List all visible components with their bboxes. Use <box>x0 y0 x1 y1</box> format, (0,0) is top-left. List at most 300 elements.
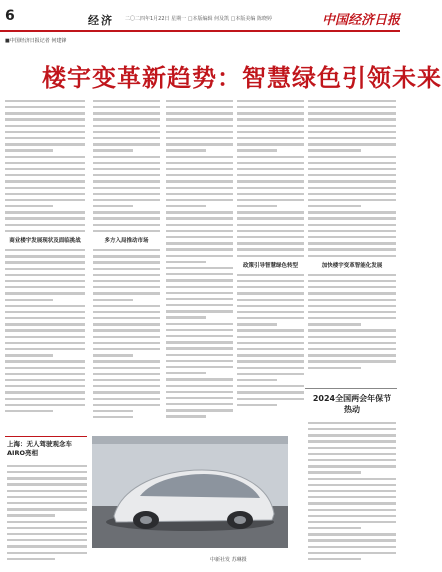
body-text-line <box>93 268 160 270</box>
body-text-line <box>5 280 85 282</box>
body-text-line <box>237 118 304 120</box>
body-text-line <box>93 286 160 288</box>
body-text-line <box>93 299 133 301</box>
body-text-line <box>166 261 206 263</box>
text-column-3 <box>166 96 233 426</box>
body-text-line <box>93 217 160 219</box>
body-text-line <box>237 398 304 400</box>
body-text-line <box>237 280 304 282</box>
body-text-line <box>5 317 85 319</box>
body-text-line <box>5 410 53 412</box>
body-text-line <box>166 298 233 300</box>
body-text-line <box>93 398 160 400</box>
body-text-line <box>308 496 396 498</box>
body-text-line <box>308 354 396 356</box>
body-text-line <box>166 397 233 399</box>
body-text-line <box>93 336 160 338</box>
body-text-line <box>93 311 160 313</box>
text-column-2 <box>93 96 160 426</box>
body-text-line <box>308 205 361 207</box>
body-text-line <box>5 143 85 145</box>
body-text-line <box>93 280 160 282</box>
body-text-line <box>237 373 304 375</box>
body-text-line <box>237 404 277 406</box>
body-text-line <box>166 316 206 318</box>
body-text-line <box>308 317 396 319</box>
article-headline: 楼宇变革新趋势：智慧绿色引领未来 <box>42 64 442 92</box>
concept-car-illustration <box>92 436 288 548</box>
body-text-line <box>166 131 233 133</box>
body-text-line <box>308 323 361 325</box>
body-text-line <box>308 131 396 133</box>
body-text-line <box>308 168 396 170</box>
body-text-line <box>5 385 85 387</box>
page-number: 6 <box>5 8 15 24</box>
body-text-line <box>308 286 396 288</box>
body-text-line <box>93 230 160 232</box>
body-text-line <box>308 459 396 461</box>
body-text-line <box>5 187 85 189</box>
body-text-line <box>5 180 85 182</box>
body-text-line <box>237 137 304 139</box>
body-text-line <box>237 100 304 102</box>
body-text-line <box>308 230 396 232</box>
body-text-line <box>166 180 233 182</box>
body-text-line <box>166 205 206 207</box>
body-text-line <box>308 211 396 213</box>
body-text-line <box>7 558 55 560</box>
body-text-line <box>308 558 361 560</box>
body-text-line <box>237 168 304 170</box>
body-text-line <box>5 354 53 356</box>
body-text-line <box>5 174 85 176</box>
body-text-line <box>5 131 85 133</box>
body-text-line <box>93 100 160 102</box>
body-text-line <box>166 236 233 238</box>
body-text-line <box>237 329 304 331</box>
body-text-line <box>5 268 85 270</box>
body-text-line <box>7 552 87 554</box>
body-text-line <box>93 249 160 251</box>
body-text-line <box>237 162 304 164</box>
text-column-1 <box>5 96 85 426</box>
body-text-line <box>93 292 160 294</box>
body-text-line <box>93 156 160 158</box>
body-text-line <box>166 211 233 213</box>
body-text-line <box>237 274 304 276</box>
body-text-line <box>308 367 361 369</box>
body-text-line <box>308 236 396 238</box>
body-text-line <box>308 465 396 467</box>
body-text-line <box>5 261 85 263</box>
body-text-line <box>93 385 160 387</box>
body-text-line <box>308 342 396 344</box>
body-text-line <box>308 242 396 244</box>
body-text-line <box>237 112 304 114</box>
body-text-line <box>237 336 304 338</box>
body-text-line <box>237 311 304 313</box>
body-text-line <box>5 106 85 108</box>
body-text-line <box>93 193 160 195</box>
body-text-line <box>93 118 160 120</box>
body-text-line <box>308 546 396 548</box>
body-text-line <box>308 106 396 108</box>
body-text-line <box>237 217 304 219</box>
body-text-line <box>308 299 396 301</box>
body-text-line <box>237 248 304 250</box>
body-text-line <box>5 292 85 294</box>
body-text-line <box>5 305 85 307</box>
photo-credit: 中新社发 苏琳摄 <box>210 557 247 563</box>
body-text-line <box>308 539 396 541</box>
body-text-line <box>308 112 396 114</box>
body-text-line <box>308 527 361 529</box>
body-text-line <box>308 174 396 176</box>
body-text-line <box>5 193 85 195</box>
body-text-line <box>93 305 160 307</box>
body-text-line <box>5 367 85 369</box>
body-text-line <box>237 187 304 189</box>
body-text-line <box>7 490 87 492</box>
body-text-line <box>166 304 233 306</box>
body-text-line <box>308 137 396 139</box>
body-text-line <box>308 509 396 511</box>
body-text-line <box>166 168 233 170</box>
body-text-line <box>166 187 233 189</box>
body-text-line <box>93 149 133 151</box>
body-text-line <box>93 342 160 344</box>
body-text-line <box>308 156 396 158</box>
body-text-line <box>5 217 85 219</box>
body-text-line <box>308 100 396 102</box>
subhead-2: 多方入局推动市场 <box>104 238 149 245</box>
body-text-line <box>5 125 85 127</box>
body-text-line <box>5 249 85 251</box>
body-text-line <box>5 391 85 393</box>
body-text-line <box>237 255 304 257</box>
body-text-line <box>166 273 233 275</box>
body-text-line <box>93 125 160 127</box>
body-text-line <box>308 360 396 362</box>
body-text-line <box>308 428 396 430</box>
body-text-line <box>166 335 233 337</box>
body-text-line <box>166 199 233 201</box>
body-text-line <box>93 329 160 331</box>
body-text-line <box>237 149 277 151</box>
body-text-line <box>5 137 85 139</box>
body-text-line <box>5 255 85 257</box>
body-text-line <box>93 224 160 226</box>
body-text-line <box>166 341 233 343</box>
body-text-line <box>93 143 160 145</box>
body-text-line <box>166 310 233 312</box>
body-text-line <box>166 174 233 176</box>
body-text-line <box>166 224 233 226</box>
body-text-line <box>308 280 396 282</box>
body-text-line <box>5 404 85 406</box>
body-text-line <box>237 292 304 294</box>
body-text-line <box>166 267 233 269</box>
body-text-line <box>5 149 53 151</box>
body-text-line <box>166 279 233 281</box>
body-text-line <box>166 143 233 145</box>
dateline: 二〇二四年1月22日 星期一 □本版编辑 何及凯 □本版美编 陈晓婷 <box>125 16 272 22</box>
body-text-line <box>166 409 233 411</box>
body-text-line <box>93 255 160 257</box>
body-text-line <box>7 533 87 535</box>
text-column-4 <box>237 96 304 426</box>
body-text-line <box>5 323 85 325</box>
body-text-line <box>308 447 396 449</box>
body-text-line <box>7 539 87 541</box>
body-text-line <box>308 224 396 226</box>
body-text-line <box>237 193 304 195</box>
body-text-line <box>237 174 304 176</box>
body-text-line <box>5 342 85 344</box>
side-story-title: 上海：无人驾驶观念车AIRO亮相 <box>7 440 72 457</box>
body-text-line <box>7 465 87 467</box>
body-text-line <box>237 180 304 182</box>
feature-title: 2024全国两会年保节热动 <box>312 394 392 414</box>
body-text-line <box>7 508 87 510</box>
body-text-line <box>237 360 304 362</box>
subhead-1: 商业楼宇发展现状及面临挑战 <box>9 238 81 245</box>
body-text-line <box>308 149 361 151</box>
body-text-line <box>7 496 87 498</box>
body-text-line <box>93 261 160 263</box>
body-text-line <box>308 515 396 517</box>
body-text-line <box>7 471 87 473</box>
body-text-line <box>237 211 304 213</box>
body-text-line <box>166 118 233 120</box>
body-text-line <box>237 317 304 319</box>
body-text-line <box>308 336 396 338</box>
body-text-line <box>93 323 160 325</box>
body-text-line <box>7 514 55 516</box>
body-text-line <box>166 323 233 325</box>
body-text-line <box>237 242 304 244</box>
body-text-line <box>308 305 396 307</box>
body-text-line <box>237 224 304 226</box>
body-text-line <box>93 317 160 319</box>
body-text-line <box>237 236 304 238</box>
body-text-line <box>308 162 396 164</box>
body-text-line <box>308 484 396 486</box>
body-text-line <box>5 336 85 338</box>
article-byline: ■中国经济日报记者 何建锋 <box>5 38 67 44</box>
body-text-line <box>166 193 233 195</box>
body-text-line <box>5 230 85 232</box>
body-text-line <box>308 478 396 480</box>
body-text-line <box>5 211 85 213</box>
body-text-line <box>166 242 233 244</box>
body-text-line <box>166 360 233 362</box>
body-text-line <box>5 286 85 288</box>
body-text-line <box>308 329 396 331</box>
body-text-line <box>308 502 396 504</box>
body-text-line <box>237 143 304 145</box>
body-text-line <box>237 323 277 325</box>
body-text-line <box>93 404 160 406</box>
body-text-line <box>166 372 206 374</box>
body-text-line <box>5 199 85 201</box>
body-text-line <box>93 205 133 207</box>
body-text-line <box>166 255 233 257</box>
body-text-line <box>237 286 304 288</box>
body-text-line <box>93 199 160 201</box>
body-text-line <box>308 471 361 473</box>
body-text-line <box>237 354 304 356</box>
body-text-line <box>166 415 206 417</box>
body-text-line <box>5 379 85 381</box>
body-text-line <box>237 391 304 393</box>
body-text-line <box>93 367 160 369</box>
body-text-line <box>308 118 396 120</box>
body-text-line <box>166 125 233 127</box>
body-text-line <box>93 131 160 133</box>
body-text-line <box>308 422 396 424</box>
body-text-line <box>166 292 233 294</box>
body-text-line <box>166 162 233 164</box>
body-text-line <box>308 187 396 189</box>
body-text-line <box>308 434 396 436</box>
body-text-line <box>93 410 133 412</box>
body-text-line <box>237 367 304 369</box>
subhead-3: 政策引导智慧绿色转型 <box>242 262 298 269</box>
body-text-line <box>308 125 396 127</box>
body-text-line <box>308 217 396 219</box>
body-text-line <box>5 100 85 102</box>
body-text-line <box>5 224 85 226</box>
body-text-line <box>7 502 87 504</box>
body-text-line <box>7 545 87 547</box>
body-text-line <box>166 106 233 108</box>
body-text-line <box>237 199 304 201</box>
body-text-line <box>308 180 396 182</box>
body-text-line <box>5 398 85 400</box>
text-column-5 <box>308 96 396 386</box>
body-text-line <box>308 199 396 201</box>
side-story-text <box>7 461 87 565</box>
body-text-line <box>308 440 396 442</box>
feature-text <box>308 418 396 568</box>
body-text-line <box>308 193 396 195</box>
body-text-line <box>93 360 160 362</box>
body-text-line <box>308 348 396 350</box>
body-text-line <box>237 131 304 133</box>
body-text-line <box>93 187 160 189</box>
body-text-line <box>5 274 85 276</box>
body-text-line <box>7 527 87 529</box>
body-text-line <box>5 299 53 301</box>
body-text-line <box>308 143 396 145</box>
body-text-line <box>308 453 396 455</box>
body-text-line <box>5 311 85 313</box>
body-text-line <box>166 286 233 288</box>
body-text-line <box>5 156 85 158</box>
body-text-line <box>166 149 206 151</box>
body-text-line <box>5 373 85 375</box>
body-text-line <box>166 156 233 158</box>
body-text-line <box>93 391 160 393</box>
body-text-line <box>93 137 160 139</box>
body-text-line <box>7 477 87 479</box>
section-title: 经济 <box>88 14 114 27</box>
body-text-line <box>5 329 85 331</box>
body-text-line <box>166 112 233 114</box>
body-text-line <box>93 416 133 418</box>
body-text-line <box>237 156 304 158</box>
body-text-line <box>166 403 233 405</box>
body-text-line <box>308 533 396 535</box>
body-text-line <box>308 521 396 523</box>
body-text-line <box>237 205 277 207</box>
body-text-line <box>237 385 304 387</box>
body-text-line <box>308 311 396 313</box>
body-text-line <box>166 354 233 356</box>
body-text-line <box>166 378 233 380</box>
body-text-line <box>93 168 160 170</box>
body-text-line <box>166 391 233 393</box>
subhead-4: 加快楼宇变革智能化发展 <box>321 262 383 269</box>
body-text-line <box>93 348 160 350</box>
body-text-line <box>5 205 53 207</box>
body-text-line <box>237 342 304 344</box>
body-text-line <box>5 118 85 120</box>
body-text-line <box>308 552 396 554</box>
body-text-line <box>93 379 160 381</box>
body-text-line <box>237 348 304 350</box>
body-text-line <box>93 373 160 375</box>
body-text-line <box>237 379 277 381</box>
feature-rule <box>305 388 397 389</box>
body-text-line <box>166 217 233 219</box>
body-text-line <box>93 274 160 276</box>
body-text-line <box>308 274 396 276</box>
body-text-line <box>93 112 160 114</box>
body-text-line <box>308 248 396 250</box>
body-text-line <box>7 521 87 523</box>
body-text-line <box>93 211 160 213</box>
body-text-line <box>5 168 85 170</box>
body-text-line <box>93 162 160 164</box>
body-text-line <box>166 248 233 250</box>
masthead-logo: 中国经济日报 <box>322 13 401 28</box>
body-text-line <box>166 100 233 102</box>
body-text-line <box>237 106 304 108</box>
body-text-line <box>5 348 85 350</box>
body-text-line <box>166 329 233 331</box>
concept-car-photo <box>92 436 288 548</box>
header-rule <box>0 30 400 32</box>
body-text-line <box>5 162 85 164</box>
body-text-line <box>308 255 396 257</box>
body-text-line <box>237 299 304 301</box>
body-text-line <box>308 490 396 492</box>
body-text-line <box>237 305 304 307</box>
body-text-line <box>166 137 233 139</box>
body-text-line <box>5 112 85 114</box>
body-text-line <box>93 180 160 182</box>
body-text-line <box>93 174 160 176</box>
body-text-line <box>93 106 160 108</box>
body-text-line <box>93 354 133 356</box>
body-text-line <box>7 483 87 485</box>
body-text-line <box>166 230 233 232</box>
body-text-line <box>5 360 85 362</box>
body-text-line <box>166 347 233 349</box>
body-text-line <box>166 385 233 387</box>
